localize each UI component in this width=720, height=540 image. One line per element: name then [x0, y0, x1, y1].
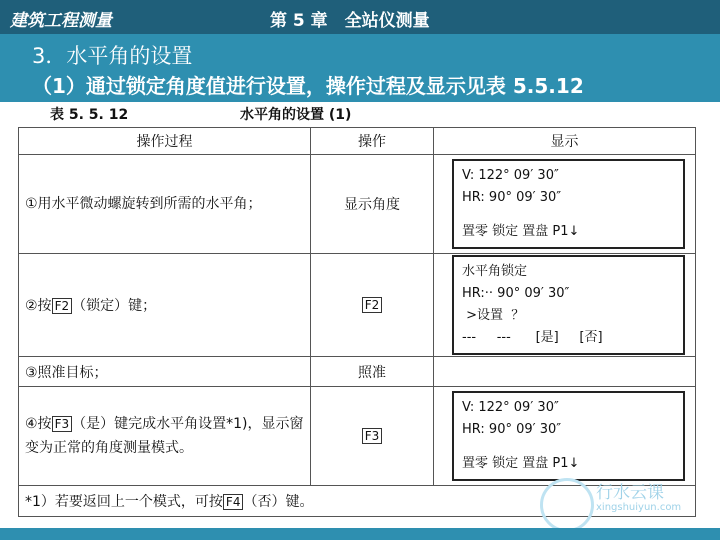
footnote-row — [19, 486, 696, 517]
table-title: 水平角的设置 (1) — [240, 107, 352, 123]
watermark-logo-icon — [540, 478, 594, 532]
footnote-cell — [19, 486, 696, 517]
table-row — [19, 254, 696, 357]
display-cell — [434, 357, 696, 387]
table-row — [19, 155, 696, 254]
display-line: 置零 锁定 置盘 P1↓ — [462, 224, 580, 239]
action-cell — [311, 387, 434, 486]
table-row — [19, 357, 696, 387]
step-text: ④按 — [25, 416, 52, 432]
display-line: V: 122° 09′ 30″ — [462, 400, 559, 415]
display-cell — [434, 155, 696, 254]
display-line: HR:·· 90° 09′ 30″ — [462, 286, 570, 301]
settings-table — [18, 127, 696, 517]
footnote-text: （否）键。 — [243, 494, 314, 510]
section-subtitle: （1）通过锁定角度值进行设置，操作过程及显示见表 5.5.12 — [32, 74, 584, 98]
display-cell — [434, 254, 696, 357]
instrument-display — [452, 391, 685, 481]
header-procedure: 操作过程 — [19, 128, 311, 155]
display-line: HR: 90° 09′ 30″ — [462, 190, 562, 205]
f3-key: F3 — [52, 416, 73, 432]
display-line: >设置 ？ — [462, 308, 525, 323]
watermark-url: xingshuiyun.com — [596, 502, 682, 513]
section-title: 3．水平角的设置 — [32, 44, 193, 68]
display-line — [462, 441, 675, 453]
f2-key: F2 — [52, 298, 73, 314]
action-cell: 照准 — [311, 357, 434, 387]
display-line: V: 122° 09′ 30″ — [462, 168, 559, 183]
display-cell — [434, 387, 696, 486]
display-line: HR: 90° 09′ 30″ — [462, 422, 562, 437]
top-bar — [0, 0, 720, 34]
f2-key: F2 — [362, 297, 383, 313]
table-header-row — [19, 128, 696, 155]
table-number: 表 5. 5. 12 — [50, 107, 129, 123]
f4-key: F4 — [223, 494, 244, 510]
instrument-display — [452, 255, 685, 355]
step-cell — [19, 387, 311, 486]
display-line: 水平角锁定 — [462, 264, 528, 279]
display-line — [462, 209, 675, 221]
instrument-display — [452, 159, 685, 249]
bottom-bar — [0, 528, 720, 540]
display-line: 置零 锁定 置盘 P1↓ — [462, 456, 580, 471]
header-display: 显示 — [434, 128, 696, 155]
step-cell: ①用水平微动螺旋转到所需的水平角； — [19, 155, 311, 254]
step-text: （锁定）键； — [72, 298, 157, 314]
step-cell: ③照准目标； — [19, 357, 311, 387]
f3-key: F3 — [362, 428, 383, 444]
display-line: --- --- [是] [否] — [462, 330, 603, 345]
section-heading — [0, 34, 720, 102]
step-cell — [19, 254, 311, 357]
header-operation: 操作 — [311, 128, 434, 155]
action-cell — [311, 254, 434, 357]
table-row — [19, 387, 696, 486]
course-title: 建筑工程测量 — [10, 11, 112, 31]
chapter-title: 第 5 章 全站仪测量 — [270, 11, 430, 31]
action-cell: 显示角度 — [311, 155, 434, 254]
watermark-name: 行水云课 — [596, 483, 664, 503]
step-text: ②按 — [25, 298, 52, 314]
step-text: （是）键完成水平角设置*1)，显示窗变为正常的角度测量模式。 — [25, 416, 304, 456]
footnote-text: *1）若要返回上一个模式，可按 — [25, 494, 223, 510]
